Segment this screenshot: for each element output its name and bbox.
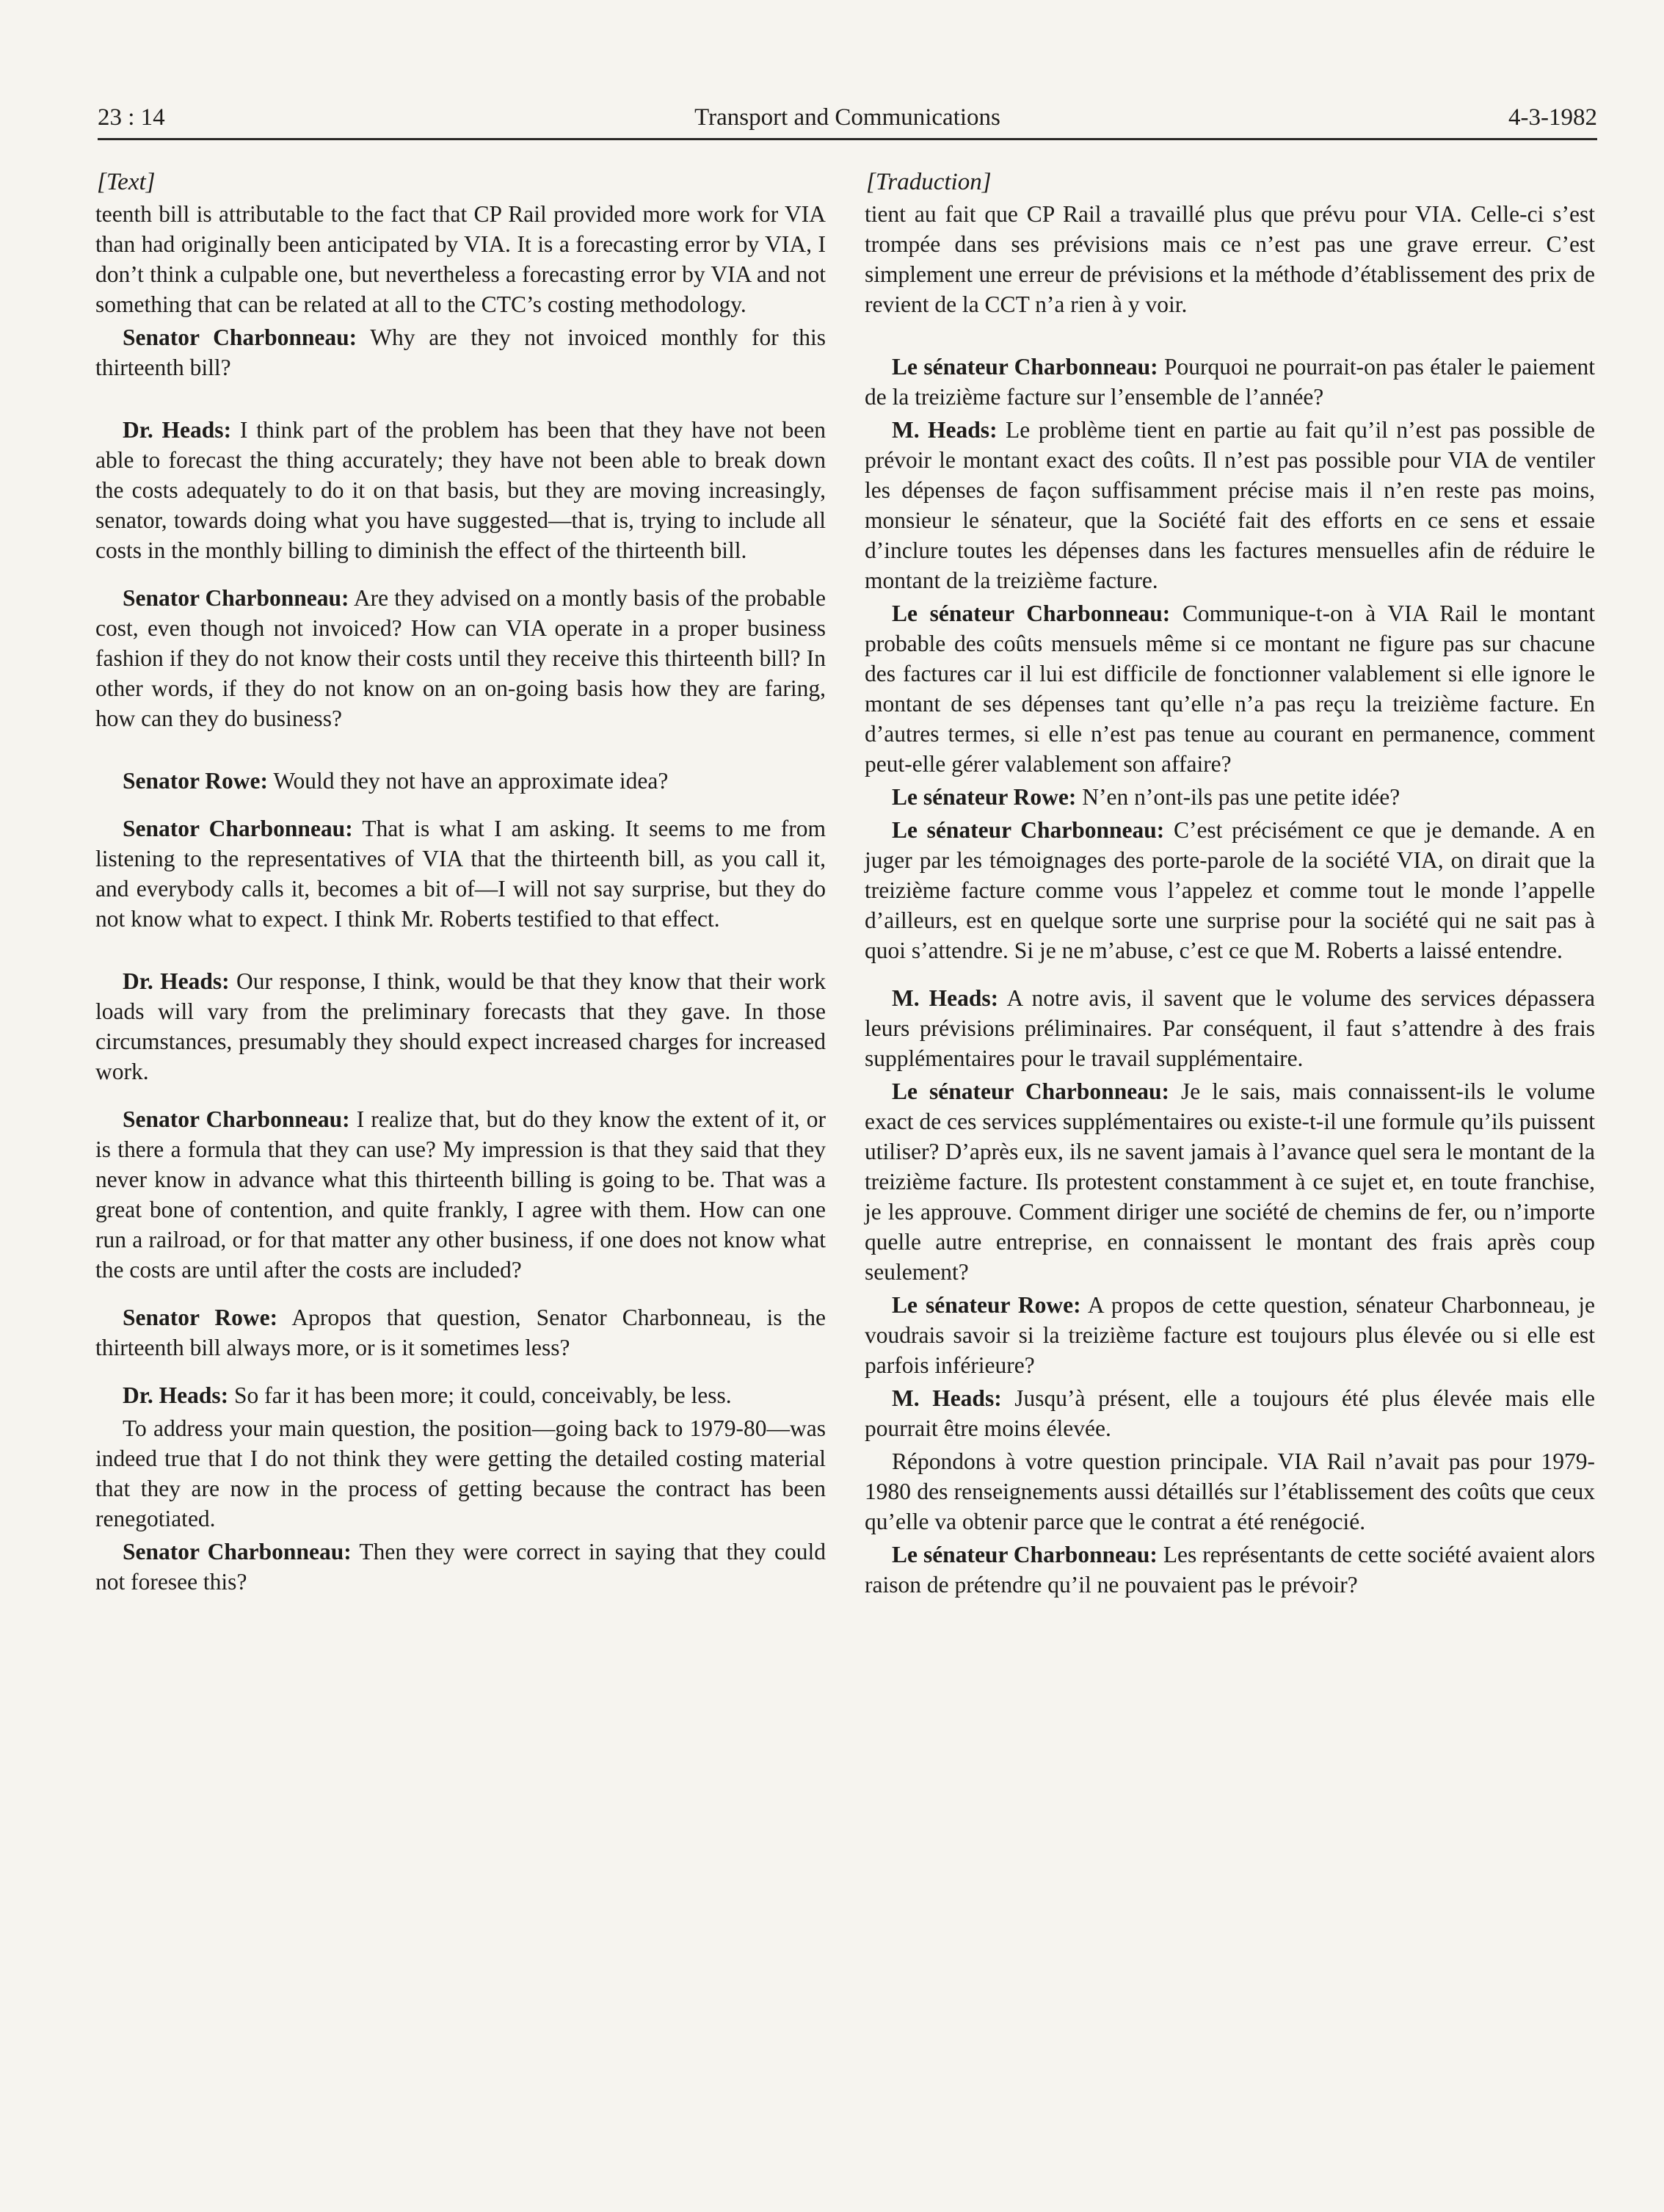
paragraph-text: Would they not have an approximate idea? <box>268 768 669 794</box>
paragraph <box>865 598 1595 779</box>
speaker: M. Heads: <box>892 417 998 443</box>
french-column <box>865 167 1595 1600</box>
paragraph-text: To address your main question, the position—going back to 1979-80—was indeed true that I do not think they were getting the detailed costing material that they are now in the process of getting because the contract has been renegotiated. <box>95 1415 826 1531</box>
paragraph <box>95 583 826 733</box>
speaker: Dr. Heads: <box>123 417 232 443</box>
paragraph-text: tient au fait que CP Rail a travaillé plus que prévu pour VIA. Celle-ci s’est trompée dans ses prévisions mais ce n’est pas une grave erreur. C’est simplement une erreur de prévisions et la méthode d’établissement des prix de revient de la CCT n’a rien à y voir. <box>865 201 1595 317</box>
paragraph <box>95 966 826 1087</box>
paragraph <box>865 1540 1595 1600</box>
speaker: Senator Charbonneau: <box>123 324 357 350</box>
paragraph <box>95 813 826 934</box>
paragraph-text: Apropos that question, Senator Charbonneau, is the thirteenth bill always more, or is it sometimes less? <box>95 1305 826 1360</box>
paragraph <box>95 1302 826 1363</box>
paragraph <box>865 983 1595 1073</box>
speaker: Dr. Heads: <box>123 1382 229 1408</box>
paragraph-text: That is what I am asking. It seems to me from listening to the representatives of VIA that the thirteenth bill, as you call it, and everybody calls it, becomes a bit of—I will not say surprise, but they do not know what to expect. I think Mr. Roberts testified to that effect. <box>95 816 826 932</box>
speaker: Le sénateur Rowe: <box>892 1292 1081 1318</box>
paragraph-text: Répondons à votre question principale. VIA Rail n’avait pas pour 1979-1980 des renseignements aussi détaillés sur l’établissement des coûts que ceux qu’elle va obtenir parce que le contrat a été renégocié. <box>865 1448 1595 1534</box>
paragraph-text: So far it has been more; it could, conceivably, be less. <box>228 1382 732 1408</box>
paragraph-text: Are they advised on a montly basis of the probable cost, even though not invoiced? How can VIA operate in a proper business fashion if they do not know their costs until they receive this thirteenth bill? In other words, if they do not know on an on-going basis how they are faring, how can they do business? <box>95 585 826 731</box>
paragraph <box>865 1383 1595 1443</box>
paragraph-text: I realize that, but do they know the extent of it, or is there a formula that they can use? My impression is that they said that they never know in advance what this thirteenth billing is going to be. That was a great bone of contention, and quite frankly, I agree with them. How can one run a railroad, or for that matter any other business, if one does not know what the costs are until after the costs are included? <box>95 1106 826 1283</box>
paragraph <box>95 1104 826 1285</box>
paragraph <box>95 1537 826 1597</box>
speaker: Senator Rowe: <box>123 1305 278 1330</box>
speaker: Le sénateur Rowe: <box>892 784 1077 810</box>
speaker: Le sénateur Charbonneau: <box>892 817 1165 843</box>
paragraph <box>865 1290 1595 1380</box>
speaker: Senator Charbonneau: <box>123 816 353 841</box>
paragraph <box>95 1380 826 1410</box>
column-label: [Text] <box>97 169 156 195</box>
speaker: Senator Charbonneau: <box>123 1106 350 1132</box>
paragraph-text: Communique-t-on à VIA Rail le montant probable des coûts mensuels même si ce montant ne figure pas sur chacune des factures car il lui est difficile de fonctionner valablement si elle ignore le montant de ses dépenses tant qu’elle n’a pas reçu la treizième facture. En d’autres termes, si elle n’est pas tenue au courant en permanence, comment peut-elle gérer valablement son affaire? <box>865 601 1595 777</box>
paragraph <box>865 415 1595 595</box>
paragraph-text: A notre avis, il savent que le volume des services dépassera leurs prévisions préliminaires. Par conséquent, il faut s’attendre à des frais supplémentaires pour le travail supplémentaire. <box>865 985 1595 1071</box>
paragraph-text: Pourquoi ne pourrait-on pas étaler le paiement de la treizième facture sur l’ensemble de l’année? <box>865 354 1595 410</box>
paragraph <box>865 782 1595 812</box>
page-header <box>98 101 1597 140</box>
paragraph <box>95 322 826 382</box>
speaker: M. Heads: <box>892 1385 1002 1411</box>
paragraph <box>865 1076 1595 1287</box>
running-title: Transport and Communications <box>694 104 1000 131</box>
paragraph <box>95 415 826 565</box>
english-column <box>95 167 826 1597</box>
paragraph <box>95 1413 826 1534</box>
paragraph <box>865 199 1595 319</box>
speaker: Senator Charbonneau: <box>123 585 349 611</box>
speaker: Dr. Heads: <box>123 968 230 994</box>
paragraph-text: Je le sais, mais connaissent-ils le volume exact de ces services supplémentaires ou existe-t-il une formule qu’ils puissent utiliser? D’après eux, ils ne savent jamais à l’avance quel sera le montant de la treizième facture. Ils protestent constamment à ce sujet et, en toute franchise, je les approuve. Comment diriger une société de chemins de fer, ou n’importe quelle autre entreprise, en connaissent le montant des frais après coup seulement? <box>865 1078 1595 1285</box>
paragraph-text: A propos de cette question, sénateur Charbonneau, je voudrais savoir si la treizième facture est toujours plus élevée ou si elle est parfois inférieure? <box>865 1292 1596 1378</box>
column-label: [Traduction] <box>866 169 992 195</box>
paragraph-text: Why are they not invoiced monthly for this thirteenth bill? <box>95 324 826 380</box>
paragraph <box>95 766 826 796</box>
paragraph <box>865 352 1595 412</box>
speaker: Senator Charbonneau: <box>123 1539 352 1564</box>
paragraph-text: Our response, I think, would be that they know that their work loads will vary from the preliminary forecasts that they gave. In those circumstances, presumably they should expect increased charges for increased work. <box>95 968 826 1084</box>
paragraph-text: Jusqu’à présent, elle a toujours été plus élevée mais elle pourrait être moins élevée. <box>865 1385 1595 1441</box>
paragraph-text: teenth bill is attributable to the fact that CP Rail provided more work for VIA than had originally been anticipated by VIA. It is a forecasting error by VIA, I don’t think a culpable one, but nevertheless a forecasting error by VIA and not something that can be related at all to the CTC’s costing methodology. <box>95 201 826 317</box>
speaker: Le sénateur Charbonneau: <box>892 354 1158 380</box>
paragraph-text: Then they were correct in saying that they could not foresee this? <box>95 1539 826 1595</box>
paragraph-text: C’est précisément ce que je demande. A en juger par les témoignages des porte-parole de la société VIA, on dirait que la treizième facture comme vous l’appelez et comme tout le monde l’appelle d’ailleurs, est en quelque sorte une surprise pour la société qui ne sait pas à quoi s’attendre. Si je ne m’abuse, c’est ce que M. Roberts a laissé entendre. <box>865 817 1596 963</box>
speaker: Le sénateur Charbonneau: <box>892 1542 1158 1567</box>
page-number: 23 : 14 <box>98 104 165 131</box>
speaker: Le sénateur Charbonneau: <box>892 601 1171 626</box>
paragraph-text: Les représentants de cette société avaient alors raison de prétendre qu’il ne pouvaient pas le prévoir? <box>865 1542 1595 1598</box>
paragraph <box>95 199 826 319</box>
speaker: Le sénateur Charbonneau: <box>892 1078 1169 1104</box>
paragraph-text: N’en n’ont-ils pas une petite idée? <box>1076 784 1400 810</box>
paragraph-text: Le problème tient en partie au fait qu’il n’est pas possible de prévoir le montant exact des coûts. Il n’est pas possible pour VIA de ventiler les dépenses de façon suffisamment précise mais il n’en reste pas moins, monsieur le sénateur, que la Société fait des efforts en ce sens et essaie d’inclure toutes les dépenses dans les factures mensuelles afin de réduire le montant de la treizième facture. <box>865 417 1595 593</box>
paragraph <box>865 1446 1595 1537</box>
page-date: 4-3-1982 <box>1508 104 1597 131</box>
paragraph <box>865 815 1595 965</box>
speaker: Senator Rowe: <box>123 768 269 794</box>
speaker: M. Heads: <box>892 985 999 1011</box>
paragraph-text: I think part of the problem has been that they have not been able to forecast the thing accurately; they have not been able to break down the costs adequately to do it on that basis, but they are moving increasingly, senator, towards doing what you have suggested—that is, trying to include all costs in the monthly billing to diminish the effect of the thirteenth bill. <box>95 417 826 563</box>
